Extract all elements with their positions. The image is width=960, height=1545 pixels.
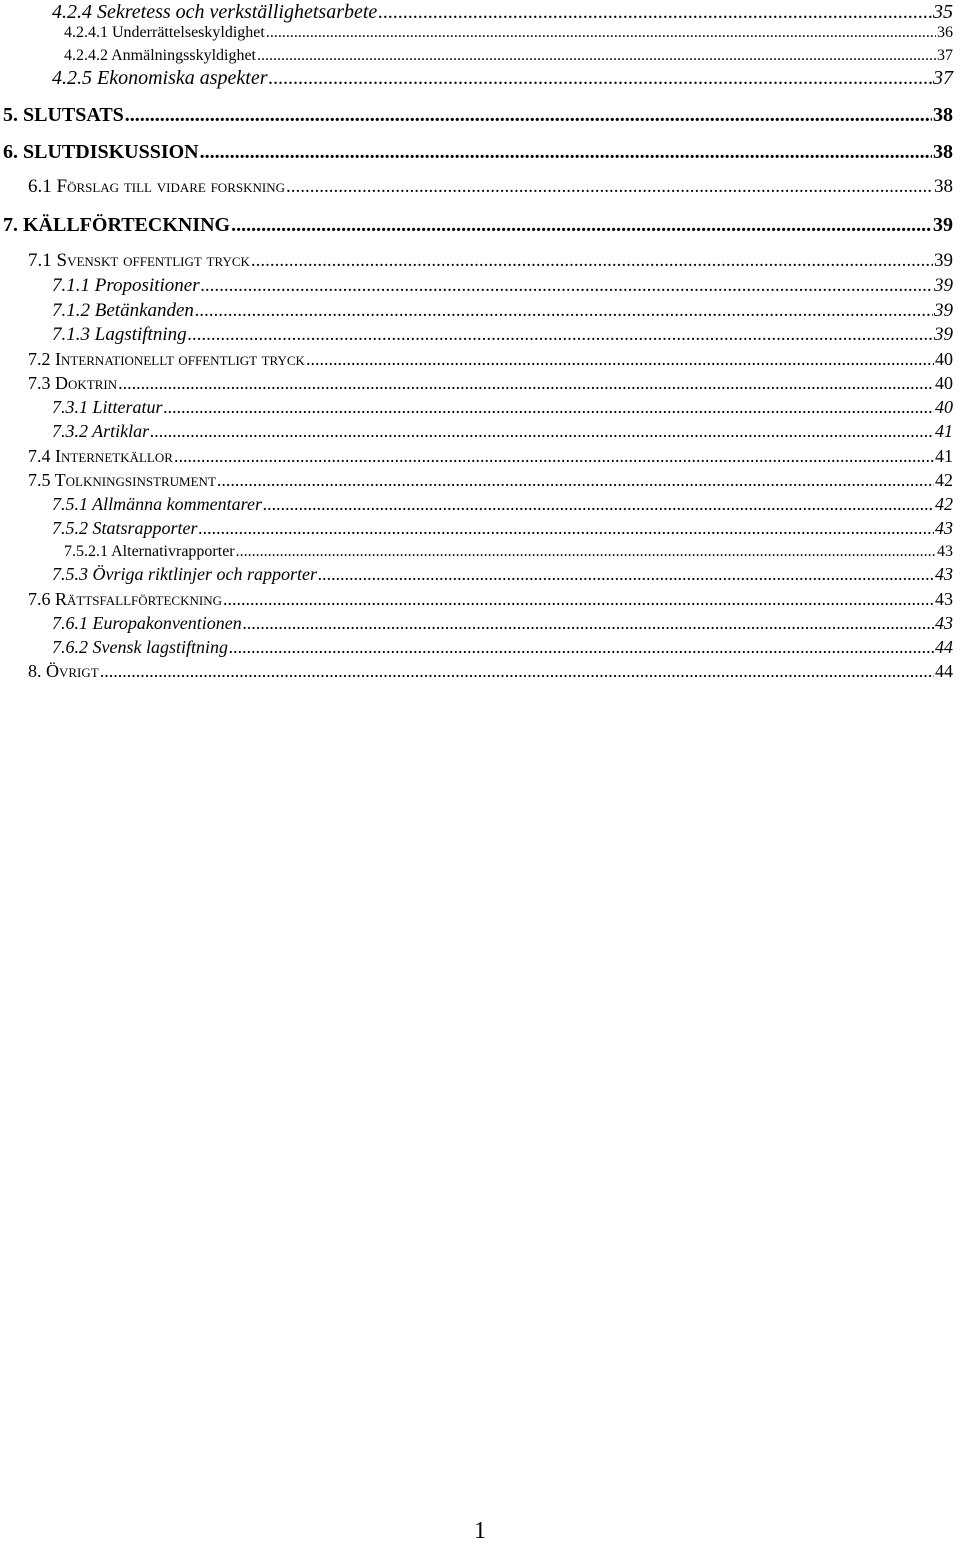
dot-leader — [257, 47, 936, 65]
toc-entry-title: 7.1 Svenskt offentligt tryck — [28, 250, 250, 271]
dot-leader — [100, 661, 934, 682]
toc-entry-title: 7.6.2 Svensk lagstiftning — [52, 637, 228, 657]
toc-entry[interactable] — [52, 518, 953, 539]
toc-entry-page: 39 — [934, 300, 953, 321]
toc-entry[interactable] — [64, 24, 953, 42]
toc-entry[interactable] — [52, 421, 953, 442]
toc-entry-title: 7.6 Rättsfallförteckning — [28, 589, 222, 609]
toc-entry-page: 41 — [935, 446, 953, 466]
dot-leader — [201, 275, 933, 297]
toc-entry-page: 42 — [935, 470, 953, 490]
dot-leader — [286, 176, 933, 198]
toc-entry-page: 41 — [935, 421, 953, 441]
toc-entry[interactable] — [64, 47, 953, 65]
toc-entry-page: 38 — [934, 176, 953, 197]
dot-leader — [174, 446, 934, 467]
toc-entry[interactable] — [28, 176, 953, 198]
toc-entry-title: 6.1 Förslag till vidare forskning — [28, 176, 285, 197]
toc-entry-title: 7.4 Internetkällor — [28, 446, 173, 466]
toc-entry[interactable] — [28, 373, 953, 394]
dot-leader — [188, 324, 933, 346]
dot-leader — [243, 613, 934, 634]
toc-entry[interactable] — [28, 250, 953, 272]
toc-entry-page: 43 — [935, 518, 953, 538]
toc-entry-title: 4.2.4 Sekretess och verkställighetsarbete — [52, 1, 378, 23]
toc-entry-title: 7.5.3 Övriga riktlinjer och rapporter — [52, 564, 317, 584]
dot-leader — [266, 24, 936, 42]
toc-entry-title: 6. SLUTDISKUSSION — [3, 141, 199, 163]
toc-entry-title: 4.2.4.1 Underrättelseskyldighet — [64, 24, 265, 41]
dot-leader — [223, 589, 934, 610]
toc-entry-page: 40 — [935, 397, 953, 417]
toc-entry-title: 7.5 Tolkningsinstrument — [28, 470, 216, 490]
toc-entry-page: 44 — [935, 661, 953, 681]
toc-entry[interactable] — [52, 67, 953, 90]
toc-entry-page: 43 — [935, 564, 953, 584]
dot-leader — [231, 214, 932, 237]
toc-entry[interactable] — [28, 446, 953, 467]
toc-entry-title: 7.1.2 Betänkanden — [52, 300, 194, 321]
toc-entry[interactable] — [52, 613, 953, 634]
toc-entry-title: 4.2.5 Ekonomiska aspekter — [52, 67, 268, 89]
toc-entry-page: 42 — [935, 494, 953, 514]
toc-entry-title: 7.3 Doktrin — [28, 373, 118, 393]
dot-leader — [217, 470, 934, 491]
dot-leader — [251, 250, 933, 272]
toc-entry-title: 7.5.1 Allmänna kommentarer — [52, 494, 262, 514]
toc-entry-page: 37 — [937, 47, 953, 64]
dot-leader — [378, 1, 932, 24]
toc-entry-page: 38 — [933, 141, 953, 163]
toc-entry[interactable] — [3, 104, 953, 127]
toc-entry-title: 5. SLUTSATS — [3, 104, 124, 126]
toc-entry-title: 8. Övrigt — [28, 661, 99, 681]
dot-leader — [150, 421, 934, 442]
toc-entry-page: 43 — [935, 613, 953, 633]
toc-entry[interactable] — [52, 637, 953, 658]
toc-entry-page: 38 — [933, 104, 953, 126]
toc-entry-page: 35 — [933, 1, 953, 23]
toc-entry-page: 43 — [935, 589, 953, 609]
toc-entry-title: 7.3.1 Litteratur — [52, 397, 163, 417]
toc-entry-title: 7. KÄLLFÖRTECKNING — [3, 214, 231, 236]
toc-entry-page: 44 — [935, 637, 953, 657]
dot-leader — [200, 141, 932, 164]
toc-entry-page: 39 — [933, 214, 953, 236]
toc-entry[interactable] — [28, 470, 953, 491]
toc-entry[interactable] — [52, 300, 953, 322]
toc-entry[interactable] — [52, 494, 953, 515]
toc-entry-page: 39 — [934, 250, 953, 271]
toc-entry-title: 7.5.2 Statsrapporter — [52, 518, 198, 538]
page-number: 1 — [474, 1518, 486, 1544]
toc-entry-page: 40 — [935, 349, 953, 369]
toc-entry[interactable] — [3, 214, 953, 237]
dot-leader — [269, 67, 932, 90]
dot-leader — [318, 564, 934, 585]
toc-entry-page: 36 — [937, 24, 953, 41]
toc-entry[interactable] — [52, 1, 953, 24]
dot-leader — [263, 494, 934, 515]
dot-leader — [229, 637, 934, 658]
toc-entry[interactable] — [28, 589, 953, 610]
toc-entry-page: 39 — [934, 275, 953, 296]
dot-leader — [195, 300, 933, 322]
dot-leader — [125, 104, 932, 127]
toc-entry[interactable] — [52, 564, 953, 585]
toc-entry[interactable] — [52, 275, 953, 297]
toc-entry-page: 40 — [935, 373, 953, 393]
toc-entry-title: 7.5.2.1 Alternativrapporter — [64, 543, 235, 560]
toc-entry[interactable] — [28, 661, 953, 682]
dot-leader — [199, 518, 934, 539]
toc-entry[interactable] — [64, 543, 953, 561]
dot-leader — [164, 397, 934, 418]
toc-entry-title: 4.2.4.2 Anmälningsskyldighet — [64, 47, 256, 64]
toc-entry[interactable] — [3, 141, 953, 164]
dot-leader — [118, 373, 934, 394]
toc-entry[interactable] — [28, 349, 953, 370]
dot-leader — [236, 543, 936, 561]
toc-entry-page: 37 — [933, 67, 953, 89]
toc-entry-page: 39 — [934, 324, 953, 345]
toc-entry-title: 7.1.1 Propositioner — [52, 275, 200, 296]
toc-entry-title: 7.2 Internationellt offentligt tryck — [28, 349, 305, 369]
toc-entry-title: 7.1.3 Lagstiftning — [52, 324, 187, 345]
toc-entry-page: 43 — [937, 543, 953, 560]
toc-entry-title: 7.6.1 Europakonventionen — [52, 613, 242, 633]
dot-leader — [306, 349, 934, 370]
toc-entry[interactable] — [52, 397, 953, 418]
toc-entry[interactable] — [52, 324, 953, 346]
toc-entry-title: 7.3.2 Artiklar — [52, 421, 150, 441]
